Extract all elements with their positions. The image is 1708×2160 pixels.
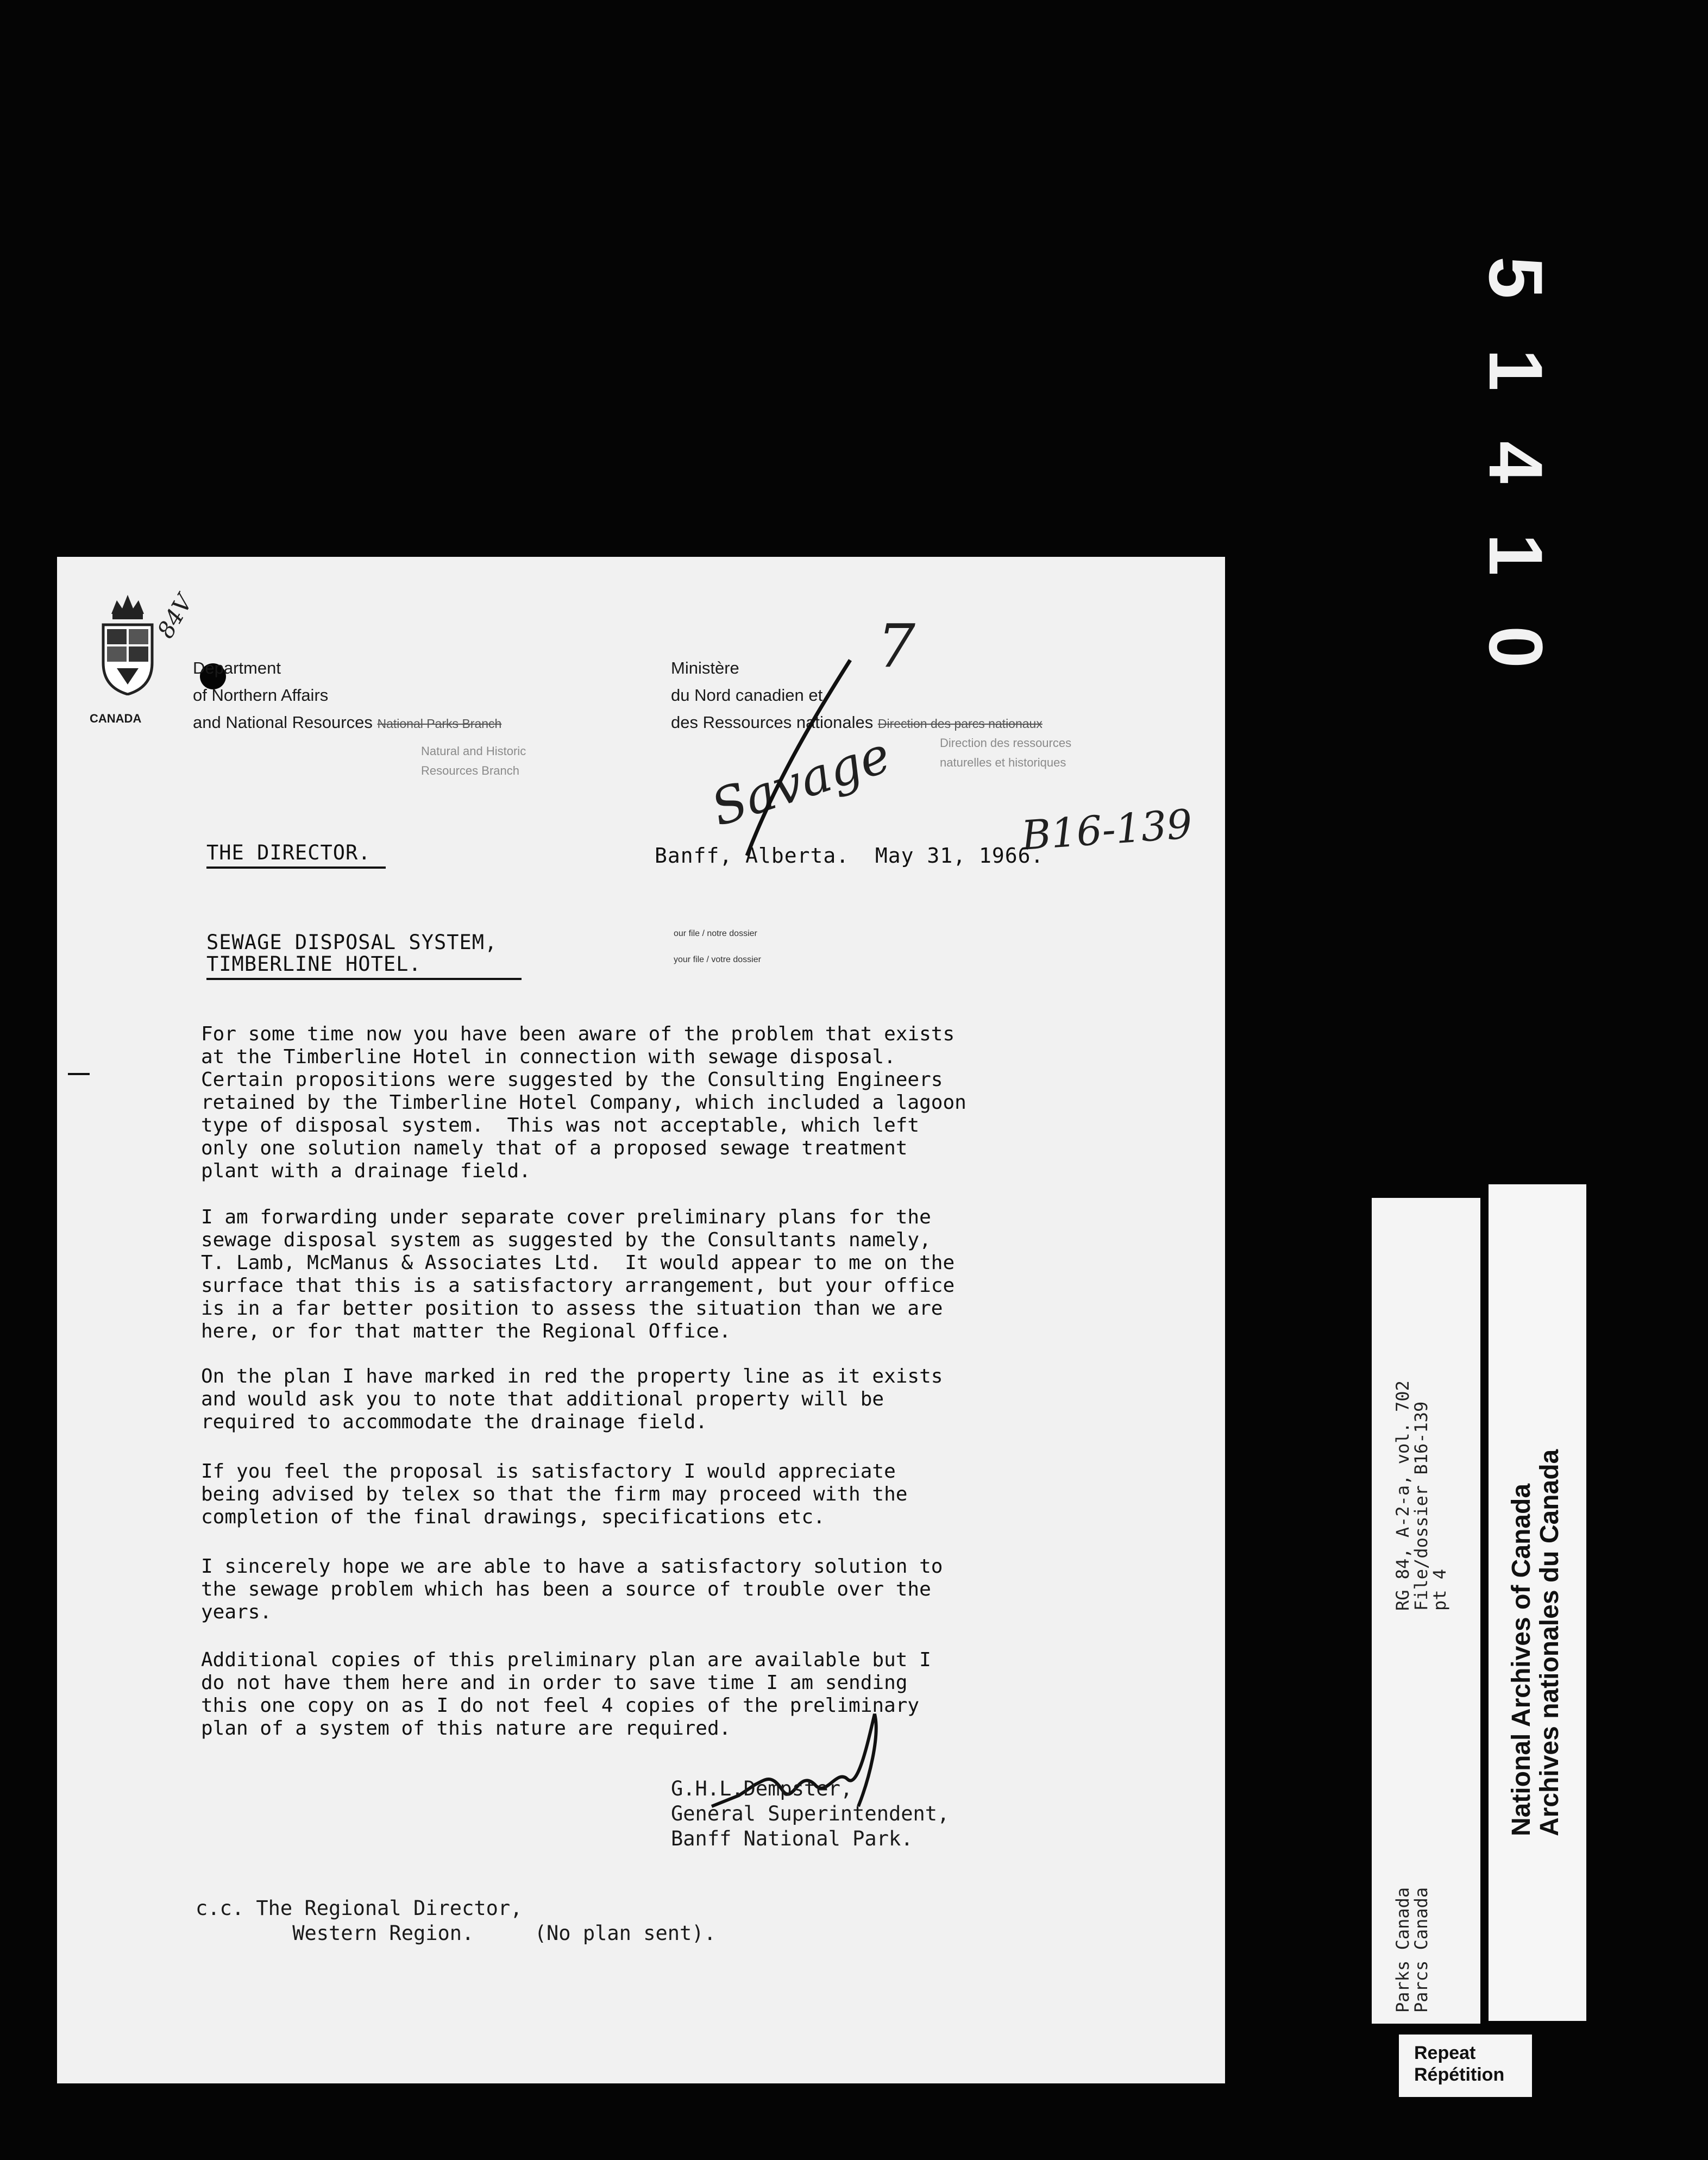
repeat-fr: Répétition bbox=[1414, 2064, 1505, 2085]
department-line: du Nord canadien et bbox=[671, 686, 823, 705]
frame-digit: 0 bbox=[1473, 626, 1559, 668]
body-line: required to accommodate the drainage field. bbox=[201, 1411, 707, 1433]
branch-line: Direction des ressources bbox=[940, 736, 1072, 750]
file-labels bbox=[674, 921, 761, 973]
your-file-label: your file / votre dossier bbox=[674, 955, 761, 964]
body-line: being advised by telex so that the firm may proceed with the bbox=[201, 1483, 908, 1505]
paragraph bbox=[201, 1649, 1168, 1740]
body-line: If you feel the proposal is satisfactory I would appreciate bbox=[201, 1460, 896, 1483]
reference-line: RG 84, A-2-a, vol. 702 bbox=[1392, 1380, 1413, 1611]
department-line: and National Resources National Parks Branch bbox=[193, 713, 502, 732]
our-file-label: our file / notre dossier bbox=[674, 929, 757, 938]
body-line: is in a far better position to assess the situation than we are bbox=[201, 1297, 943, 1320]
body-line: Additional copies of this preliminary plan are available but I bbox=[201, 1649, 931, 1671]
signature-block bbox=[671, 1776, 949, 1851]
body-line: this one copy on as I do not feel 4 copies of the preliminary bbox=[201, 1694, 920, 1717]
reference-label bbox=[1372, 1198, 1480, 2024]
paragraph bbox=[201, 1023, 1168, 1183]
archives-fr: Archives nationales du Canada bbox=[1535, 1449, 1564, 1836]
paragraph bbox=[201, 1460, 1168, 1529]
branch-fr bbox=[940, 733, 1071, 773]
reference-lines bbox=[1393, 1380, 1449, 1611]
addressee-underline bbox=[206, 866, 386, 869]
body-line: only one solution namely that of a proposed sewage treatment bbox=[201, 1137, 908, 1159]
place-date: Banff, Alberta. May 31, 1966. bbox=[655, 844, 1044, 868]
branch-en bbox=[421, 742, 526, 781]
department-line: des Ressources nationales Direction des parcs nationaux bbox=[671, 713, 1043, 732]
institution-en: Parks Canada bbox=[1392, 1887, 1413, 2013]
signature-line: General Superintendent, bbox=[671, 1802, 950, 1825]
department-line: Ministère bbox=[671, 658, 739, 677]
frame-digit: 1 bbox=[1473, 533, 1559, 576]
paragraph bbox=[201, 1365, 1168, 1434]
body-line: retained by the Timberline Hotel Company, which included a lagoon bbox=[201, 1091, 966, 1114]
branch-line: Natural and Historic bbox=[421, 744, 526, 758]
subject-line: TIMBERLINE HOTEL. bbox=[206, 952, 422, 976]
cc-block bbox=[196, 1896, 716, 1946]
subject-line: SEWAGE DISPOSAL SYSTEM, bbox=[206, 931, 498, 954]
archives-label bbox=[1489, 1184, 1586, 2021]
body-line: For some time now you have been aware of the problem that exists bbox=[201, 1023, 955, 1045]
letter-page bbox=[57, 557, 1225, 2083]
frame-digit: 1 bbox=[1473, 349, 1559, 391]
signature-line: Banff National Park. bbox=[671, 1827, 913, 1850]
handwritten-crest-note: 84V bbox=[152, 589, 198, 643]
repeat-label bbox=[1399, 2035, 1532, 2097]
body-line: years. bbox=[201, 1601, 272, 1623]
body-line: I sincerely hope we are able to have a satisfactory solution to bbox=[201, 1555, 943, 1578]
branch-line: Resources Branch bbox=[421, 764, 519, 777]
struck-branch-en: National Parks Branch bbox=[377, 717, 502, 731]
body-line: T. Lamb, McManus & Associates Ltd. It would appear to me on the bbox=[201, 1252, 955, 1274]
institution-fr: Parcs Canada bbox=[1411, 1887, 1431, 2013]
reference-line: File/dossier B16-139 bbox=[1411, 1401, 1431, 1611]
body-line: the sewage problem which has been a source of trouble over the bbox=[201, 1578, 931, 1600]
crest-caption: CANADA bbox=[90, 712, 142, 725]
frame-digit: 4 bbox=[1473, 441, 1559, 484]
struck-branch-fr: Direction des parcs nationaux bbox=[877, 717, 1043, 731]
body-line: Certain propositions were suggested by the Consulting Engineers bbox=[201, 1069, 943, 1091]
body-line: do not have them here and in order to save time I am sending bbox=[201, 1672, 908, 1694]
repeat-en: Repeat bbox=[1414, 2043, 1476, 2063]
body-line: On the plan I have marked in red the property line as it exists bbox=[201, 1365, 943, 1387]
body-line: here, or for that matter the Regional Office. bbox=[201, 1320, 731, 1342]
frame-number bbox=[1473, 234, 1559, 701]
addressee: THE DIRECTOR. bbox=[206, 841, 371, 864]
body-line: at the Timberline Hotel in connection with sewage disposal. bbox=[201, 1046, 896, 1068]
handwritten-file-ref: B16-139 bbox=[1020, 801, 1194, 859]
body-line: plant with a drainage field. bbox=[201, 1160, 531, 1182]
branch-line: naturelles et historiques bbox=[940, 756, 1066, 769]
department-en bbox=[193, 655, 501, 737]
body-line: and would ask you to note that additional property will be bbox=[201, 1388, 884, 1410]
paragraph bbox=[201, 1206, 1168, 1343]
canada-crest-icon bbox=[95, 592, 160, 695]
department-line: Department bbox=[193, 658, 281, 677]
signature-line: G.H.L.Dempster, bbox=[671, 1777, 853, 1800]
archives-lines bbox=[1508, 1449, 1564, 1836]
body-line: surface that this is a satisfactory arrangement, but your office bbox=[201, 1274, 955, 1297]
subject-underline bbox=[206, 978, 522, 980]
body-line: I am forwarding under separate cover preliminary plans for the bbox=[201, 1206, 931, 1228]
cc-line: Western Region. (No plan sent). bbox=[196, 1922, 716, 1945]
institution-lines bbox=[1393, 1887, 1430, 2013]
reference-line: pt 4 bbox=[1429, 1568, 1450, 1611]
department-line: of Northern Affairs bbox=[193, 686, 329, 705]
handwritten-savage: Savage bbox=[704, 725, 897, 838]
handwritten-stroke-icon bbox=[720, 655, 861, 861]
margin-tick bbox=[68, 1073, 90, 1075]
archives-en: National Archives of Canada bbox=[1507, 1483, 1536, 1836]
body-line: sewage disposal system as suggested by the Consultants namely, bbox=[201, 1229, 931, 1251]
body-line: plan of a system of this nature are required. bbox=[201, 1717, 731, 1740]
body-line: completion of the final drawings, specifications etc. bbox=[201, 1506, 825, 1528]
cc-line: c.c. The Regional Director, bbox=[196, 1897, 523, 1920]
handwritten-number: 7 bbox=[877, 611, 915, 681]
paragraph bbox=[201, 1555, 1168, 1624]
frame-digit: 5 bbox=[1473, 256, 1559, 299]
body-line: type of disposal system. This was not acceptable, which left bbox=[201, 1114, 920, 1136]
